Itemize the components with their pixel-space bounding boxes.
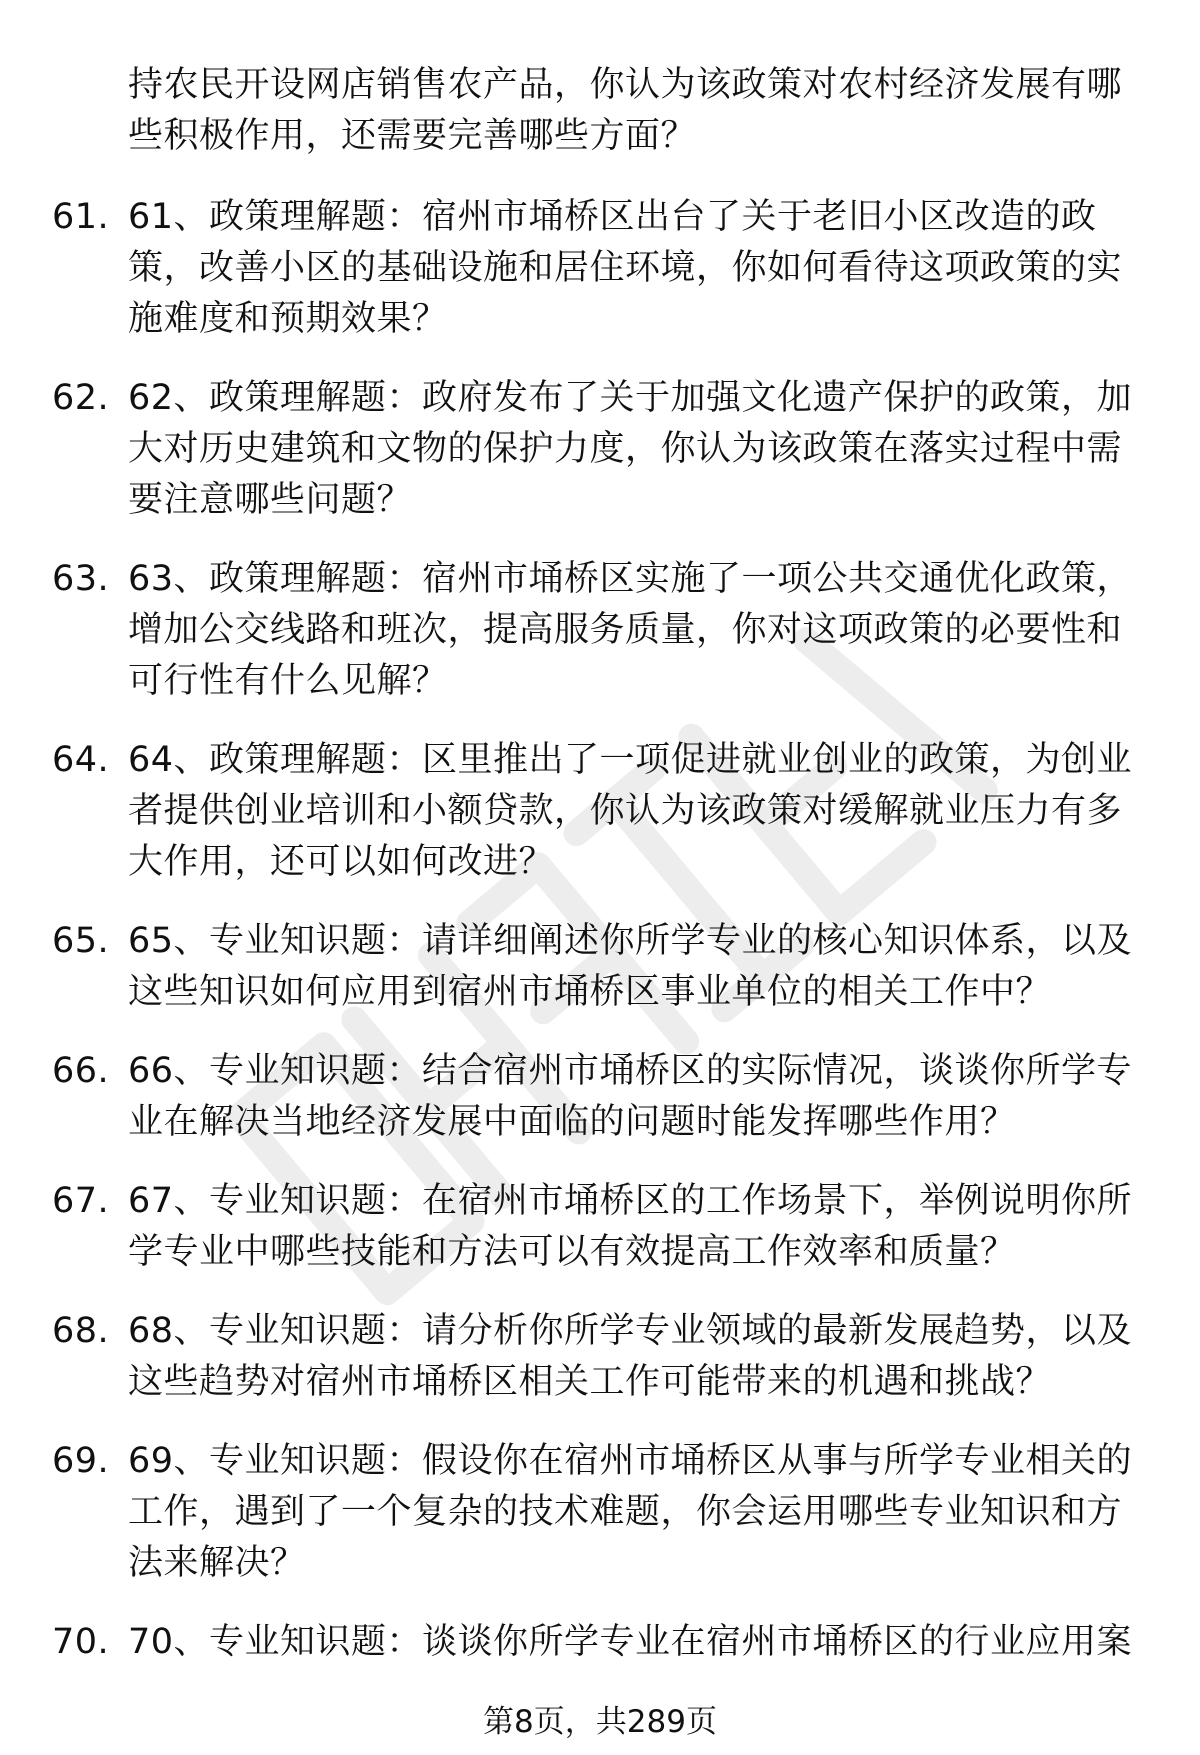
question-list [0, 192, 1200, 1696]
item-text: 67、专业知识题：在宿州市埇桥区的工作场景下，举例说明你所学专业中哪些技能和方法可以有效提高工作效率和质量？ [128, 1181, 1133, 1272]
item-text: 66、专业知识题：结合宿州市埇桥区的实际情况，谈谈你所学专业在解决当地经济发展中面临的问题时能发挥哪些作用？ [128, 1051, 1133, 1142]
list-item [0, 1176, 1138, 1278]
item-number: 65. [52, 921, 110, 961]
list-item [0, 1046, 1138, 1148]
list-item [0, 1617, 1138, 1668]
page-footer: 第8页，共289页 [483, 1704, 717, 1740]
list-item [0, 1306, 1138, 1408]
item-text: 63、政策理解题：宿州市埇桥区实施了一项公共交通优化政策，增加公交线路和班次，提高服务质量，你对这项政策的必要性和可行性有什么见解？ [128, 559, 1133, 701]
list-item [0, 735, 1138, 888]
item-number: 67. [52, 1181, 110, 1221]
item-text: 61、政策理解题：宿州市埇桥区出台了关于老旧小区改造的政策，改善小区的基础设施和居住环境，你如何看待这项政策的实施难度和预期效果？ [128, 197, 1123, 339]
list-item [0, 373, 1138, 526]
item-number: 66. [52, 1051, 110, 1091]
item-text: 68、专业知识题：请分析你所学专业领域的最新发展趋势，以及这些趋势对宿州市埇桥区相关工作可能带来的机遇和挑战？ [128, 1311, 1133, 1402]
item-number: 61. [52, 197, 110, 237]
item-text: 64、政策理解题：区里推出了一项促进就业创业的政策，为创业者提供创业培训和小额贷款，你认为该政策对缓解就业压力有多大作用，还可以如何改进？ [128, 740, 1133, 882]
item-number: 70. [52, 1622, 110, 1662]
item-text: 62、政策理解题：政府发布了关于加强文化遗产保护的政策，加大对历史建筑和文物的保护力度，你认为该政策在落实过程中需要注意哪些问题？ [128, 378, 1133, 520]
list-item [0, 554, 1138, 707]
item-text: 69、专业知识题：假设你在宿州市埇桥区从事与所学专业相关的工作，遇到了一个复杂的技术难题，你会运用哪些专业知识和方法来解决？ [128, 1441, 1133, 1583]
item-number: 69. [52, 1441, 110, 1481]
item-number: 64. [52, 740, 110, 780]
item-number: 63. [52, 559, 110, 599]
item-number: 62. [52, 378, 110, 418]
list-item [0, 1436, 1138, 1589]
list-item [0, 916, 1138, 1018]
intro-paragraph: 持农民开设网店销售农产品，你认为该政策对农村经济发展有哪些积极作用，还需要完善哪些方面？ [128, 65, 1123, 156]
item-text: 70、专业知识题：谈谈你所学专业在宿州市埇桥区的行业应用案 [128, 1622, 1133, 1662]
item-number: 68. [52, 1311, 110, 1351]
list-item [0, 192, 1138, 345]
item-text: 65、专业知识题：请详细阐述你所学专业的核心知识体系，以及这些知识如何应用到宿州市埇桥区事业单位的相关工作中？ [128, 921, 1133, 1012]
